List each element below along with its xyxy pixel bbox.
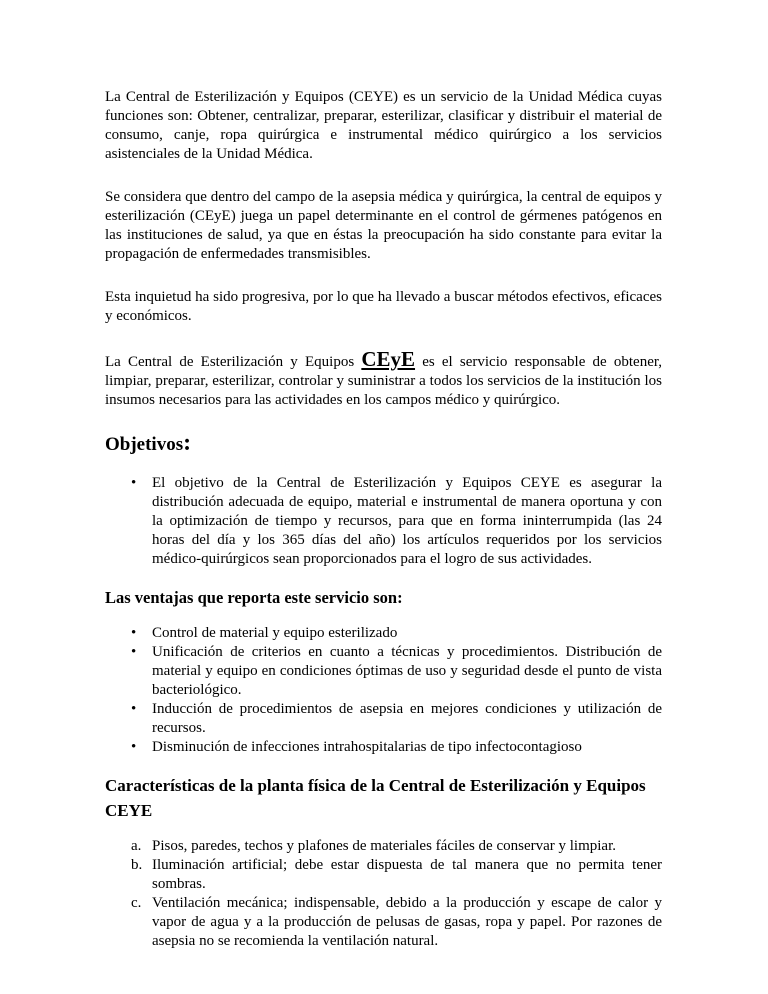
bullet-marker: • xyxy=(131,625,137,641)
bullet-marker: • xyxy=(131,701,137,717)
letter-marker: a. xyxy=(131,838,142,854)
list-item xyxy=(105,474,662,569)
heading-objetivos xyxy=(105,430,662,458)
heading-ventajas: Las ventajas que reporta este servicio son: xyxy=(105,588,403,607)
paragraph-intro-ceye: La Central de Esterilización y Equipos (CEYE) es un servicio de la Unidad Médica cuyas funciones son: Obtener, centralizar, preparar, esterilizar, clasificar y distribuir el material de consumo, canje, ropa quirúrgica e instrumental médico quirúrgico a los servicios asistenciales de la Unidad Médica. xyxy=(105,89,662,162)
list-item-text: Control de material y equipo esterilizado xyxy=(152,625,398,641)
ceye-highlight: CEyE xyxy=(361,347,416,371)
letter-marker: b. xyxy=(131,857,143,873)
list-item-text: Pisos, paredes, techos y plafones de materiales fáciles de conservar y limpiar. xyxy=(152,838,617,854)
list-item xyxy=(105,894,662,951)
list-item xyxy=(105,624,662,643)
heading-caracteristicas: Características de la planta física de la Central de Esterilización y Equipos CEYE xyxy=(105,776,646,820)
list-item xyxy=(105,643,662,700)
list-item xyxy=(105,700,662,738)
list-item-text: Disminución de infecciones intrahospitalarias de tipo infectocontagioso xyxy=(152,739,582,755)
paragraph-inquietud: Esta inquietud ha sido progresiva, por lo que ha llevado a buscar métodos efectivos, eficaces y económicos. xyxy=(105,289,662,324)
list-item-text: Unificación de criterios en cuanto a técnicas y procedimientos. Distribución de material y equipo en condiciones óptimas de uso y seguridad desde el punto de vista bacteriológico. xyxy=(152,644,662,698)
objetivos-list xyxy=(105,474,662,569)
ventajas-list xyxy=(105,624,662,757)
paragraph-servicio-responsable xyxy=(105,347,663,410)
letter-marker: c. xyxy=(131,895,142,911)
bullet-marker: • xyxy=(131,644,137,660)
bullet-marker: • xyxy=(131,739,137,755)
list-item-text: Ventilación mecánica; indispensable, debido a la producción y escape de calor y vapor de agua y a la producción de pelusas de gasas, ropa y papel. Por razones de asepsia no se recomienda la ventilación natural. xyxy=(152,895,662,949)
list-item xyxy=(105,837,662,856)
heading-objetivos-text: Objetivos xyxy=(105,434,184,455)
list-item-text: Inducción de procedimientos de asepsia en mejores condiciones y utilización de recursos. xyxy=(152,701,662,736)
paragraph-ceye-pre: La Central de Esterilización y Equipos xyxy=(105,354,362,370)
list-item-text: Iluminación artificial; debe estar dispuesta de tal manera que no permita tener sombras. xyxy=(152,857,662,892)
paragraph-asepsia: Se considera que dentro del campo de la asepsia médica y quirúrgica, la central de equipos y esterilización (CEyE) juega un papel determinante en el control de gérmenes patógenos en las instituciones de salud, ya que en éstas la preocupación ha sido constante para evitar la propagación de enfermedades transmisibles. xyxy=(105,189,662,262)
list-item-text: El objetivo de la Central de Esterilización y Equipos CEYE es asegurar la distribución adecuada de equipo, material e instrumental de manera oportuna y con la optimización de tiempo y recursos, para que en forma ininterrumpida (las 24 horas del día y los 365 días del año) los artículos requeridos por los servicios médico-quirúrgicos sean proporcionados para el logro de sus actividades. xyxy=(152,475,662,567)
bullet-marker: • xyxy=(131,475,137,491)
heading-objetivos-colon: : xyxy=(183,430,192,456)
list-item xyxy=(105,738,662,757)
caracteristicas-list xyxy=(105,837,662,951)
paragraph-ceye-post: es el servicio responsable de obtener, limpiar, preparar, esterilizar, controlar y suministrar a todos los servicios de la institución los insumos necesarios para las actividades en los campos médico y quirúrgico. xyxy=(105,354,663,408)
list-item xyxy=(105,856,662,894)
